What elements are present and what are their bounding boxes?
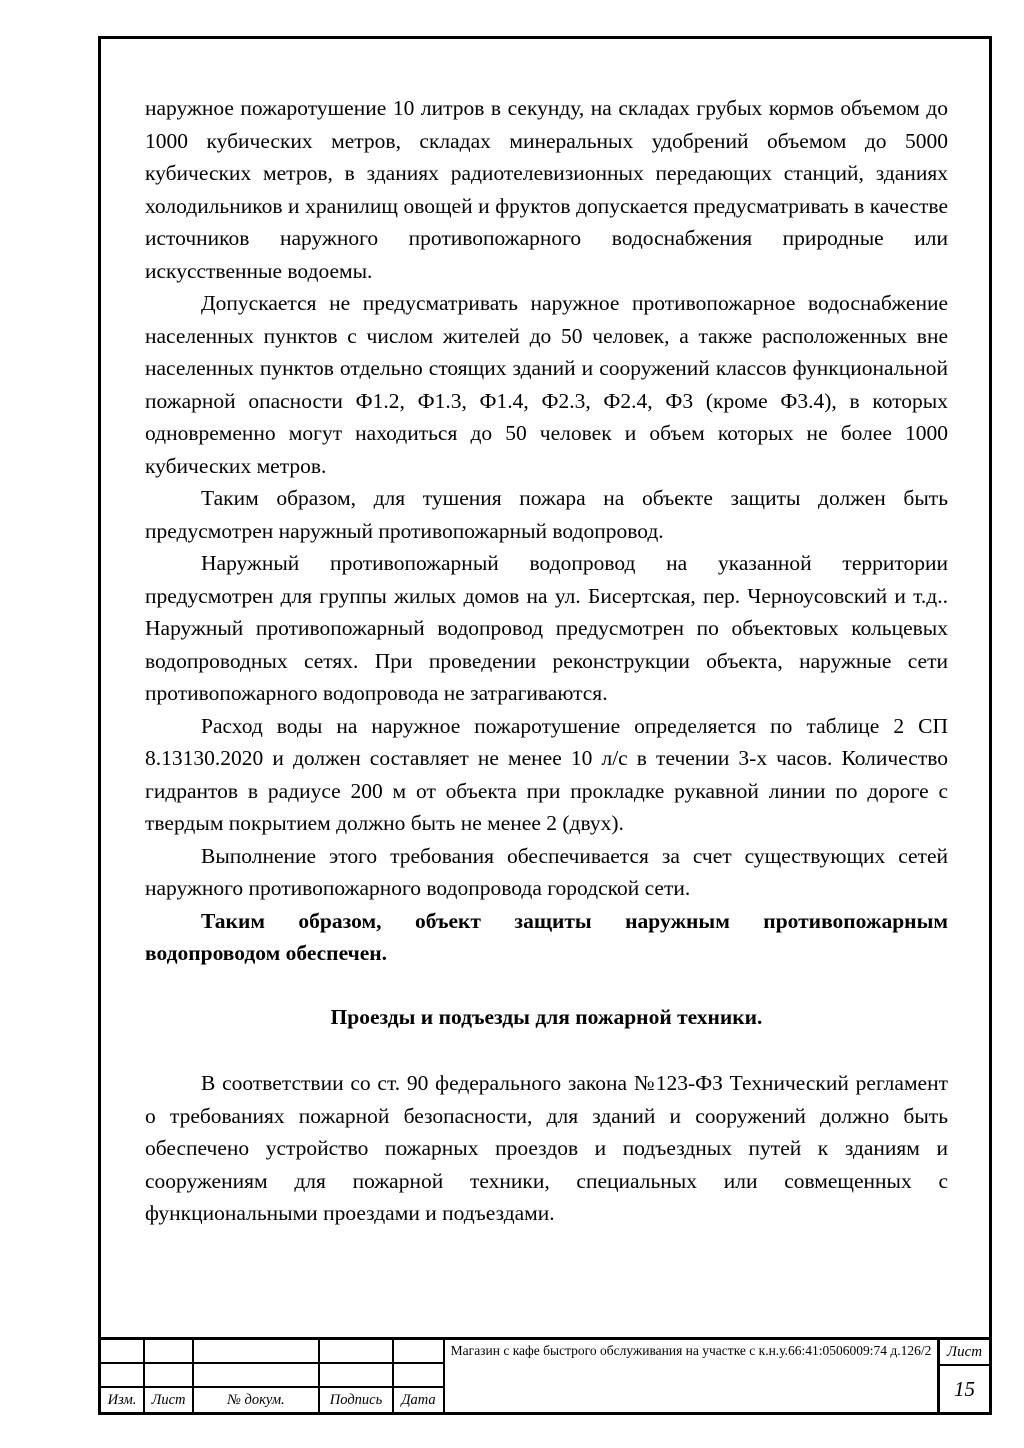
revision-cell-empty <box>145 1364 194 1388</box>
conclusion-paragraph: Таким образом, объект защиты наружным противопожарным водопроводом обеспечен. <box>145 908 948 965</box>
section-heading: Проезды и подъезды для пожарной техники. <box>330 1004 763 1029</box>
column-header-signature: Подпись <box>320 1388 394 1412</box>
title-block-revision-grid <box>101 1340 445 1412</box>
revision-cell-empty <box>145 1340 194 1364</box>
sheet-number-block <box>940 1340 989 1412</box>
revision-cell-empty <box>101 1364 145 1388</box>
page-frame <box>98 36 992 1415</box>
column-header-date: Дата <box>394 1388 445 1412</box>
paragraph: наружное пожаротушение 10 литров в секунду, на складах грубых кормов объемом до 1000 кубических метров, складах минеральных удобрений объемом до 5000 кубических метров, в зданиях радиотелевизионных передающих станций, зданиях холодильников и хранилищ овощей и фруктов допускается предусматривать в качестве источников наружного противопожарного водоснабжения природные или искусственные водоемы. <box>145 96 948 283</box>
revision-cell-empty <box>194 1340 320 1364</box>
column-header-list: Лист <box>145 1388 194 1412</box>
revision-cell-empty <box>101 1340 145 1364</box>
column-header-doc-number: № докум. <box>194 1388 320 1412</box>
revision-cell-empty <box>394 1364 445 1388</box>
paragraph: Таким образом, для тушения пожара на объекте защиты должен быть предусмотрен наружный противопожарный водопровод. <box>145 486 948 543</box>
column-header-izm: Изм. <box>101 1388 145 1412</box>
paragraph: Наружный противопожарный водопровод на указанной территории предусмотрен для группы жилых домов на ул. Бисертская, пер. Черноусовский и т.д.. Наружный противопожарный водопровод предусмотрен по объектовых кольцевых водопроводных сетях. При проведении реконструкции объекта, наружные сети противопожарного водопровода не затрагиваются. <box>145 551 948 705</box>
revision-cell-empty <box>194 1364 320 1388</box>
paragraph: Расход воды на наружное пожаротушение определяется по таблице 2 СП 8.13130.2020 и должен составляет не менее 10 л/с в течении 3-х часов. Количество гидрантов в радиусе 200 м от объекта при прокладке рукавной линии по дороге с твердым покрытием должно быть не менее 2 (двух). <box>145 713 948 835</box>
document-title: Магазин с кафе быстрого обслуживания на участке с к.н.у.66:41:0506009:74 д.126/2 <box>445 1340 940 1412</box>
sheet-label: Лист <box>940 1340 989 1366</box>
paragraph: Допускается не предусматривать наружное противопожарное водоснабжение населенных пунктов с числом жителей до 50 человек, а также расположенных вне населенных пунктов отдельно стоящих зданий и сооружений классов функциональной пожарной опасности Ф1.2, Ф1.3, Ф1.4, Ф2.3, Ф2.4, Ф3 (кроме Ф3.4), в которых одновременно могут находиться до 50 человек и объем которых не более 1000 кубических метров. <box>145 291 948 478</box>
page-body-text <box>101 39 989 1337</box>
paragraph: Выполнение этого требования обеспечивается за счет существующих сетей наружного противопожарного водопровода городской сети. <box>145 843 948 900</box>
sheet-number: 15 <box>954 1376 975 1401</box>
revision-cell-empty <box>394 1340 445 1364</box>
revision-cell-empty <box>320 1340 394 1364</box>
revision-cell-empty <box>320 1364 394 1388</box>
paragraph: В соответствии со ст. 90 федерального закона №123-ФЗ Технический регламент о требованиях пожарной безопасности, для зданий и сооружений должно быть обеспечено устройство пожарных проездов и подъездных путей к зданиям и сооружениям для пожарной техники, специальных или совмещенных с функциональными проездами и подъездами. <box>145 1071 948 1225</box>
title-block <box>101 1337 989 1412</box>
